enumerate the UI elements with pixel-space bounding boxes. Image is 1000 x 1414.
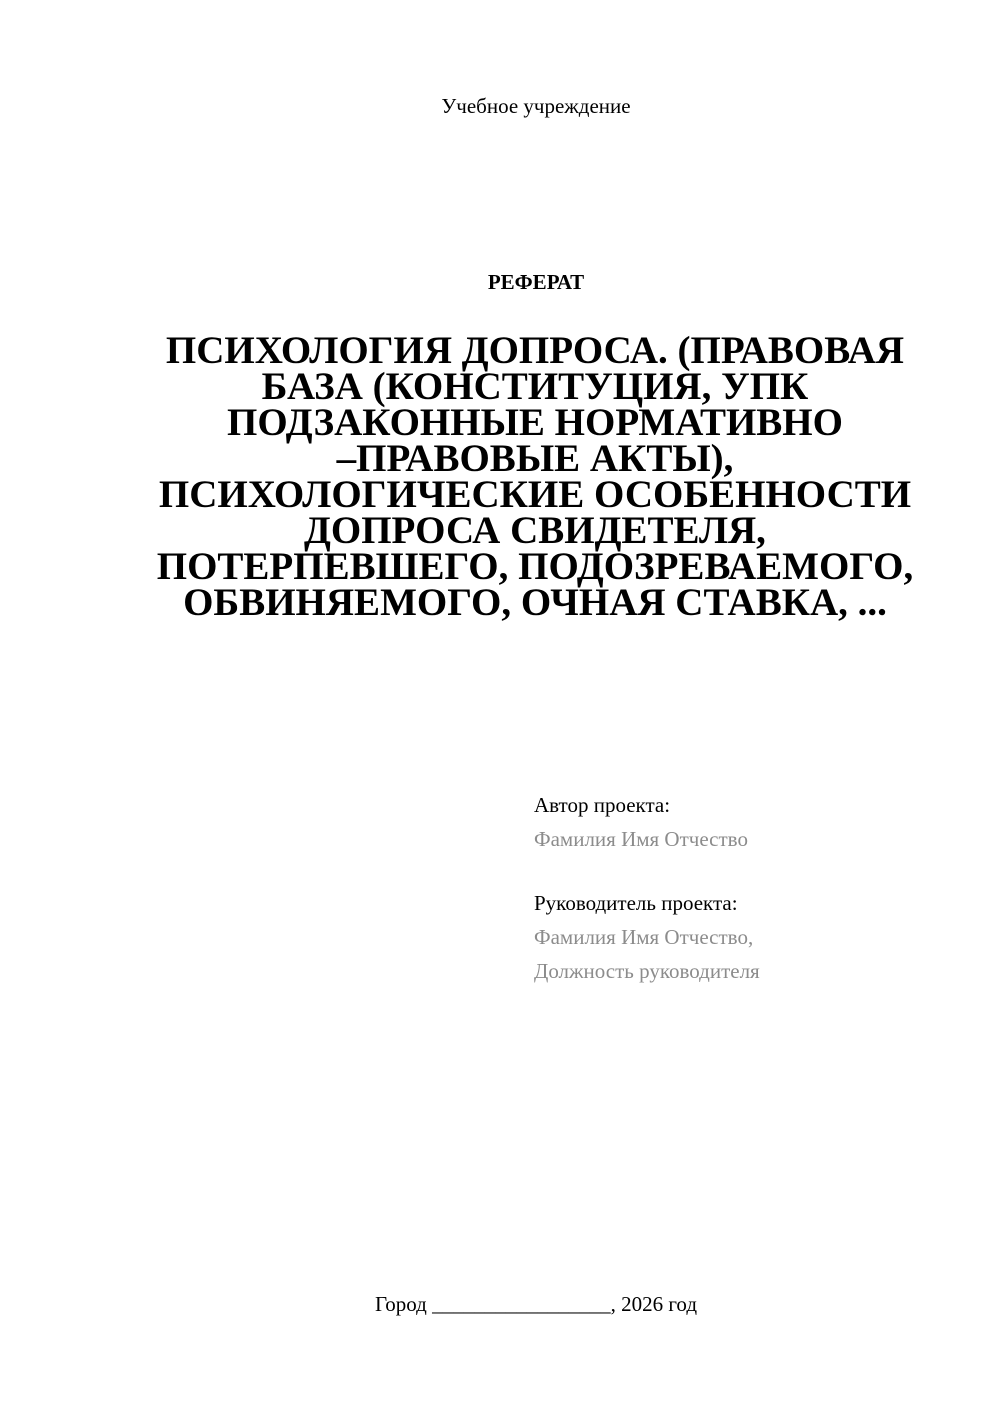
author-name-placeholder: Фамилия Имя Отчество [534,827,748,851]
city-year-line: Город _________________, 2026 год [374,1292,698,1316]
document-title [140,329,930,624]
title-line: ПСИХОЛОГИЧЕСКИЕ ОСОБЕННОСТИ [158,473,912,516]
title-line: ПОТЕРПЕВШЕГО, ПОДОЗРЕВАЕМОГО, [156,545,914,588]
supervisor-position-placeholder: Должность руководителя [534,959,760,983]
title-line: –ПРАВОВЫЕ АКТЫ), [336,437,734,480]
supervisor-name-placeholder: Фамилия Имя Отчество, [534,925,754,949]
author-label: Автор проекта: [534,793,671,817]
document-type: РЕФЕРАТ [487,270,585,294]
title-line: ПСИХОЛОГИЯ ДОПРОСА. (ПРАВОВАЯ [165,329,905,372]
title-line: БАЗА (КОНСТИТУЦИЯ, УПК [261,365,809,408]
title-line: ПОДЗАКОННЫЕ НОРМАТИВНО [227,401,843,444]
supervisor-label: Руководитель проекта: [534,891,738,915]
spacer [534,856,974,886]
credits-block [534,788,974,988]
title-line: ОБВИНЯЕМОГО, ОЧНАЯ СТАВКА, ... [183,581,887,624]
title-line: ДОПРОСА СВИДЕТЕЛЯ, [304,509,766,552]
institution-name: Учебное учреждение [441,94,631,118]
